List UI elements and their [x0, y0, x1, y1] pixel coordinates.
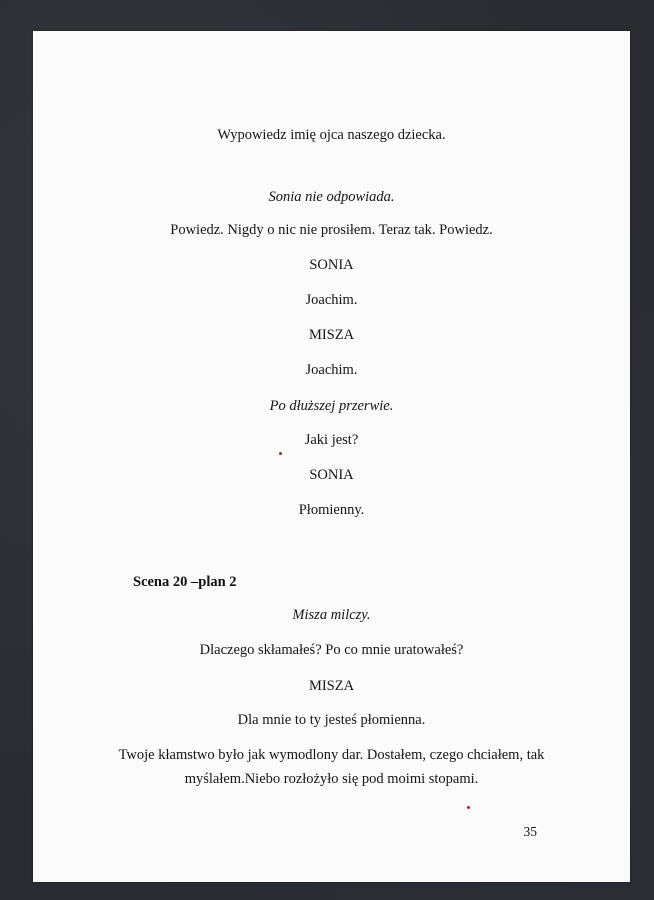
character-name: MISZA [308, 678, 355, 694]
dialogue-line: myślałem.Niebo rozłożyło się pod moimi stopami. [184, 771, 479, 787]
stage-direction: Misza milczy. [292, 607, 371, 623]
document-page [33, 31, 630, 882]
dialogue-line: Joachim. [305, 362, 358, 378]
dialogue-line: Jaki jest? [304, 432, 359, 448]
dialogue-line: Płomienny. [298, 502, 365, 518]
stage-direction: Sonia nie odpowiada. [268, 189, 395, 205]
scene-heading: Scena 20 –plan 2 [133, 574, 237, 590]
dialogue-line: Dlaczego skłamałeś? Po co mnie uratowałeś? [199, 642, 464, 658]
ink-speck [467, 806, 470, 809]
dialogue-line: Joachim. [305, 292, 358, 308]
dialogue-line: Wypowiedz imię ojca naszego dziecka. [217, 127, 446, 143]
character-name: MISZA [308, 327, 355, 343]
dialogue-line: Powiedz. Nigdy o nic nie prosiłem. Teraz tak. Powiedz. [170, 222, 493, 238]
stage-direction: Po dłuższej przerwie. [269, 398, 394, 414]
character-name: SONIA [309, 467, 354, 483]
ink-speck [279, 452, 282, 455]
page-number: 35 [523, 824, 537, 839]
dialogue-line: Dla mnie to ty jesteś płomienna. [237, 712, 426, 728]
character-name: SONIA [309, 257, 354, 273]
dialogue-line: Twoje kłamstwo było jak wymodlony dar. Dostałem, czego chciałem, tak [118, 747, 545, 763]
